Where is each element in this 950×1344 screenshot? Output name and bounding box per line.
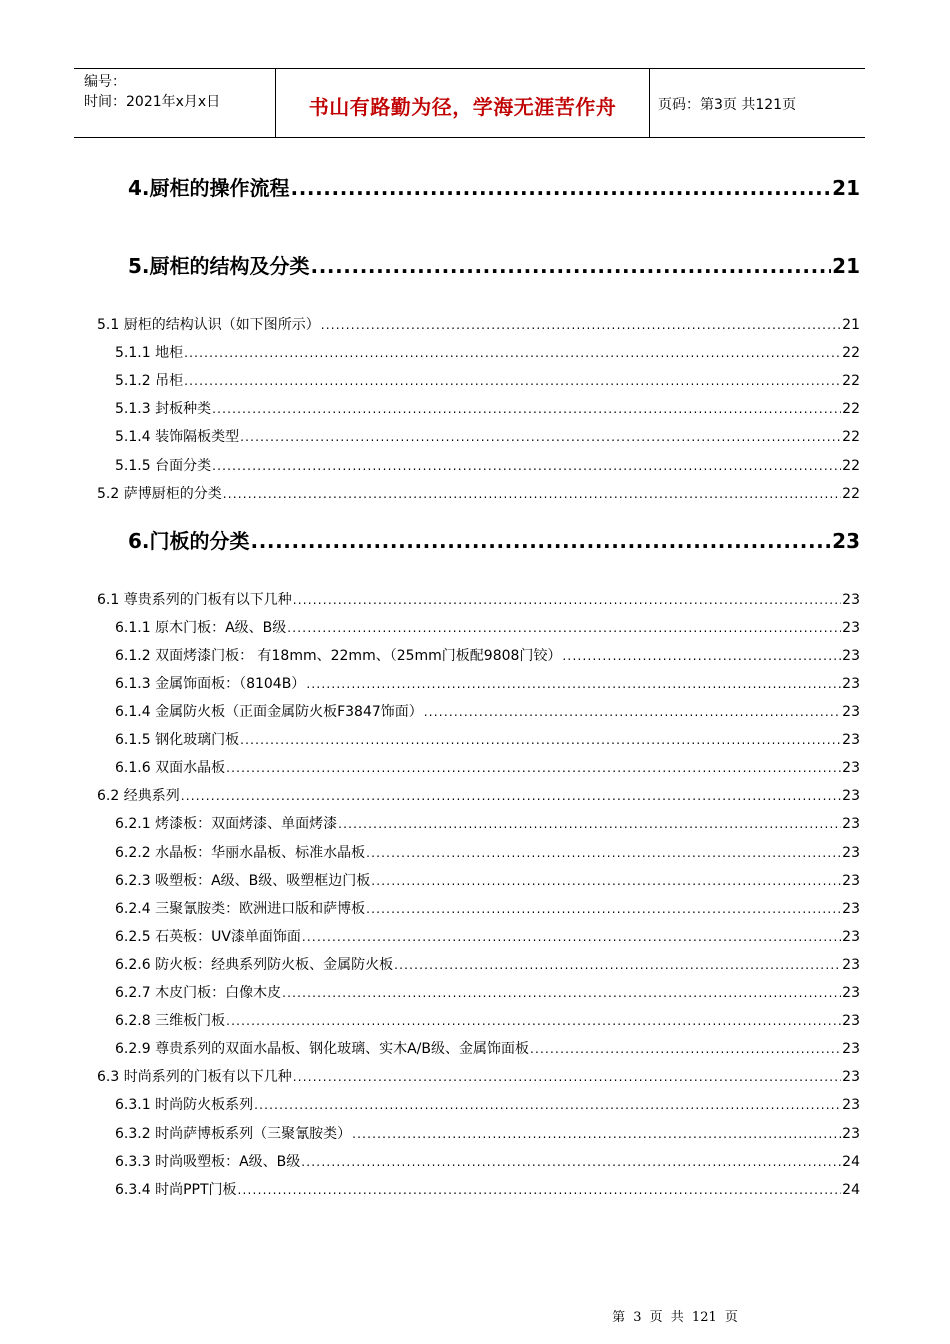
toc-entry-title: 6.2.3 吸塑板：A级、B级、吸塑框边门板 <box>115 872 371 889</box>
toc-dot-leader <box>240 430 841 444</box>
toc-entry[interactable] <box>115 813 860 833</box>
toc-entry[interactable] <box>115 757 860 777</box>
toc-entry-page: 23 <box>842 675 860 692</box>
toc-entry-page: 24 <box>842 1181 860 1198</box>
header-page-cell <box>650 69 865 137</box>
toc-dot-leader <box>181 789 841 803</box>
toc-dot-leader <box>306 677 841 691</box>
toc-entry-page: 23 <box>842 1097 860 1114</box>
toc-dot-leader <box>254 1098 841 1112</box>
toc-entry-title: 5.2 萨博厨柜的分类 <box>97 485 222 502</box>
toc-entry-title: 6.1.5 钢化玻璃门板 <box>115 732 240 749</box>
toc-dot-leader <box>302 930 841 944</box>
toc-entry-title: 6.1.1 原木门板：A级、B级 <box>115 619 287 636</box>
toc-dot-leader <box>212 459 841 473</box>
toc-entry-title: 5.厨柜的结构及分类 <box>128 254 310 278</box>
toc-entry[interactable] <box>115 370 860 390</box>
header-motto-cell <box>276 69 650 137</box>
toc-entry-title: 5.1.5 台面分类 <box>115 457 212 474</box>
toc-entry-title: 6.1.2 双面烤漆门板： 有18mm、22mm、（25mm门板配9808门铰） <box>115 647 562 664</box>
toc-entry-title: 5.1.2 吊柜 <box>115 373 184 390</box>
toc-entry-title: 6.1 尊贵系列的门板有以下几种 <box>97 591 292 608</box>
toc-entry[interactable] <box>115 1094 860 1114</box>
toc-entry-title: 6.3.4 时尚PPT门板 <box>115 1181 237 1198</box>
toc-entry[interactable] <box>115 954 860 974</box>
toc-entry[interactable] <box>128 525 860 553</box>
toc-dot-leader <box>293 593 841 607</box>
toc-entry[interactable] <box>115 617 860 637</box>
toc-dot-leader <box>562 649 841 663</box>
toc-entry[interactable] <box>128 172 860 200</box>
toc-entry-title: 6.2.1 烤漆板：双面烤漆、单面烤漆 <box>115 816 338 833</box>
toc-dot-leader <box>338 817 841 831</box>
toc-entry-page: 23 <box>842 985 860 1001</box>
date-label: 时间：2021年x月x日 <box>84 94 221 110</box>
toc-entry-title: 6.1.6 双面水晶板 <box>115 760 226 777</box>
toc-entry[interactable] <box>115 645 860 665</box>
toc-entry[interactable] <box>115 673 860 693</box>
toc-entry-page: 23 <box>842 647 860 664</box>
toc-dot-leader <box>321 318 841 332</box>
toc-entry-title: 5.1 厨柜的结构认识（如下图所示） <box>97 317 320 333</box>
toc-entry-page: 23 <box>842 704 860 720</box>
toc-entry-title: 6.2.4 三聚氰胺类：欧洲进口版和萨博板 <box>115 900 366 917</box>
toc-dot-leader <box>394 958 841 972</box>
toc-entry[interactable] <box>115 1010 860 1030</box>
toc-entry-page: 22 <box>842 401 860 418</box>
toc-dot-leader <box>287 621 841 635</box>
toc-entry-title: 6.2.2 水晶板：华丽水晶板、标准水晶板 <box>115 844 366 861</box>
toc-entry-page: 23 <box>842 1041 860 1058</box>
toc-entry-page: 22 <box>842 373 860 390</box>
toc-entry-page: 24 <box>842 1153 860 1170</box>
toc-entry-page: 23 <box>842 1125 860 1142</box>
toc-entry-title: 5.1.4 装饰隔板类型 <box>115 429 240 446</box>
toc-entry-title: 6.2.7 木皮门板：白像木皮 <box>115 985 282 1001</box>
toc-dot-leader <box>291 176 832 200</box>
footer-page-number: 第 3 页 共 121 页 <box>612 1310 738 1325</box>
toc-dot-leader <box>530 1042 841 1056</box>
toc-dot-leader <box>212 402 841 416</box>
toc-entry[interactable] <box>115 1038 860 1058</box>
toc-entry[interactable] <box>97 785 860 805</box>
toc-entry-page: 21 <box>842 317 860 333</box>
toc-dot-leader <box>366 846 841 860</box>
toc-entry-title: 6.2.6 防火板：经典系列防火板、金属防火板 <box>115 956 394 973</box>
toc-entry[interactable] <box>115 870 860 890</box>
toc-entry[interactable] <box>97 314 860 334</box>
toc-dot-leader <box>301 1155 841 1169</box>
header-meta-cell <box>74 69 276 137</box>
toc-entry[interactable] <box>115 342 860 362</box>
toc-entry[interactable] <box>128 250 860 278</box>
toc-dot-leader <box>311 254 832 278</box>
toc-entry[interactable] <box>115 1179 860 1199</box>
toc-entry[interactable] <box>115 982 860 1002</box>
toc-entry-page: 22 <box>842 429 860 446</box>
toc-entry-title: 4.厨柜的操作流程 <box>128 176 290 200</box>
toc-dot-leader <box>293 1070 841 1084</box>
toc-entry-title: 5.1.1 地柜 <box>115 345 184 362</box>
toc-entry-title: 6.2.5 石英板：UV漆单面饰面 <box>115 928 301 945</box>
page-footer <box>0 1306 950 1325</box>
toc-dot-leader <box>251 529 832 553</box>
toc-dot-leader <box>223 487 841 501</box>
toc-entry[interactable] <box>97 483 860 503</box>
toc-entry-page: 23 <box>842 1013 860 1030</box>
toc-entry-title: 6.门板的分类 <box>128 528 250 553</box>
toc-dot-leader <box>282 986 841 1000</box>
toc-dot-leader <box>240 733 841 747</box>
page-header <box>74 68 865 138</box>
toc-entry-page: 23 <box>842 732 860 749</box>
toc-dot-leader <box>238 1183 842 1197</box>
toc-entry-page: 23 <box>842 788 860 805</box>
toc-entry-title: 6.3.1 时尚防火板系列 <box>115 1097 254 1114</box>
toc-entry[interactable] <box>115 729 860 749</box>
toc-entry[interactable] <box>97 589 860 609</box>
toc-dot-leader <box>184 346 841 360</box>
toc-entry-page: 23 <box>842 760 860 777</box>
toc-entry[interactable] <box>115 398 860 418</box>
toc-entry-title: 6.2 经典系列 <box>97 788 180 805</box>
toc-entry-page: 23 <box>842 928 860 945</box>
toc-entry[interactable] <box>115 926 860 946</box>
header-page-info: 页码：第3页 共121页 <box>658 97 797 113</box>
toc-dot-leader <box>184 374 841 388</box>
toc-entry-page: 23 <box>842 844 860 861</box>
toc-entry[interactable] <box>115 426 860 446</box>
toc-entry-page: 22 <box>842 485 860 502</box>
toc-entry-page: 23 <box>842 872 860 889</box>
toc-entry-title: 6.2.9 尊贵系列的双面水晶板、钢化玻璃、实木A/B级、金属饰面板 <box>115 1041 529 1058</box>
toc-dot-leader <box>424 705 841 719</box>
toc-entry[interactable] <box>115 898 860 918</box>
toc-entry-page: 21 <box>832 254 860 278</box>
toc-entry[interactable] <box>115 1123 860 1143</box>
toc-entry-title: 6.3.3 时尚吸塑板：A级、B级 <box>115 1153 301 1170</box>
toc-entry-title: 6.2.8 三维板门板 <box>115 1013 226 1030</box>
toc-entry[interactable] <box>115 701 860 721</box>
toc-entry-title: 6.3.2 时尚萨博板系列（三聚氰胺类） <box>115 1125 352 1142</box>
toc-dot-leader <box>366 902 841 916</box>
toc-entry-page: 23 <box>842 900 860 917</box>
toc-dot-leader <box>226 761 841 775</box>
toc-dot-leader <box>371 874 841 888</box>
toc-entry-title: 6.1.3 金属饰面板：（8104B） <box>115 675 306 692</box>
toc-entry-page: 22 <box>842 457 860 474</box>
toc-entry[interactable] <box>115 1151 860 1171</box>
toc-entry-title: 5.1.3 封板种类 <box>115 401 212 418</box>
toc-entry-title: 6.3 时尚系列的门板有以下几种 <box>97 1069 292 1086</box>
toc-entry-title: 6.1.4 金属防火板（正面金属防火板F3847饰面） <box>115 704 423 720</box>
toc-entry-page: 23 <box>842 956 860 973</box>
toc-dot-leader <box>226 1014 841 1028</box>
toc-entry-page: 23 <box>842 619 860 636</box>
toc-entry-page: 23 <box>842 816 860 833</box>
toc-entry-page: 22 <box>842 345 860 362</box>
toc-entry-page: 23 <box>842 1069 860 1086</box>
serial-number-label: 编号： <box>84 74 126 90</box>
toc-entry-page: 21 <box>832 176 860 200</box>
toc-entry[interactable] <box>115 842 860 862</box>
toc-dot-leader <box>352 1127 841 1141</box>
toc-entry-page: 23 <box>842 591 860 608</box>
toc-entry[interactable] <box>97 1066 860 1086</box>
toc-entry[interactable] <box>115 455 860 475</box>
toc-entry-page: 23 <box>832 528 860 553</box>
motto-text: 书山有路勤为径，学海无涯苦作舟 <box>308 95 617 119</box>
